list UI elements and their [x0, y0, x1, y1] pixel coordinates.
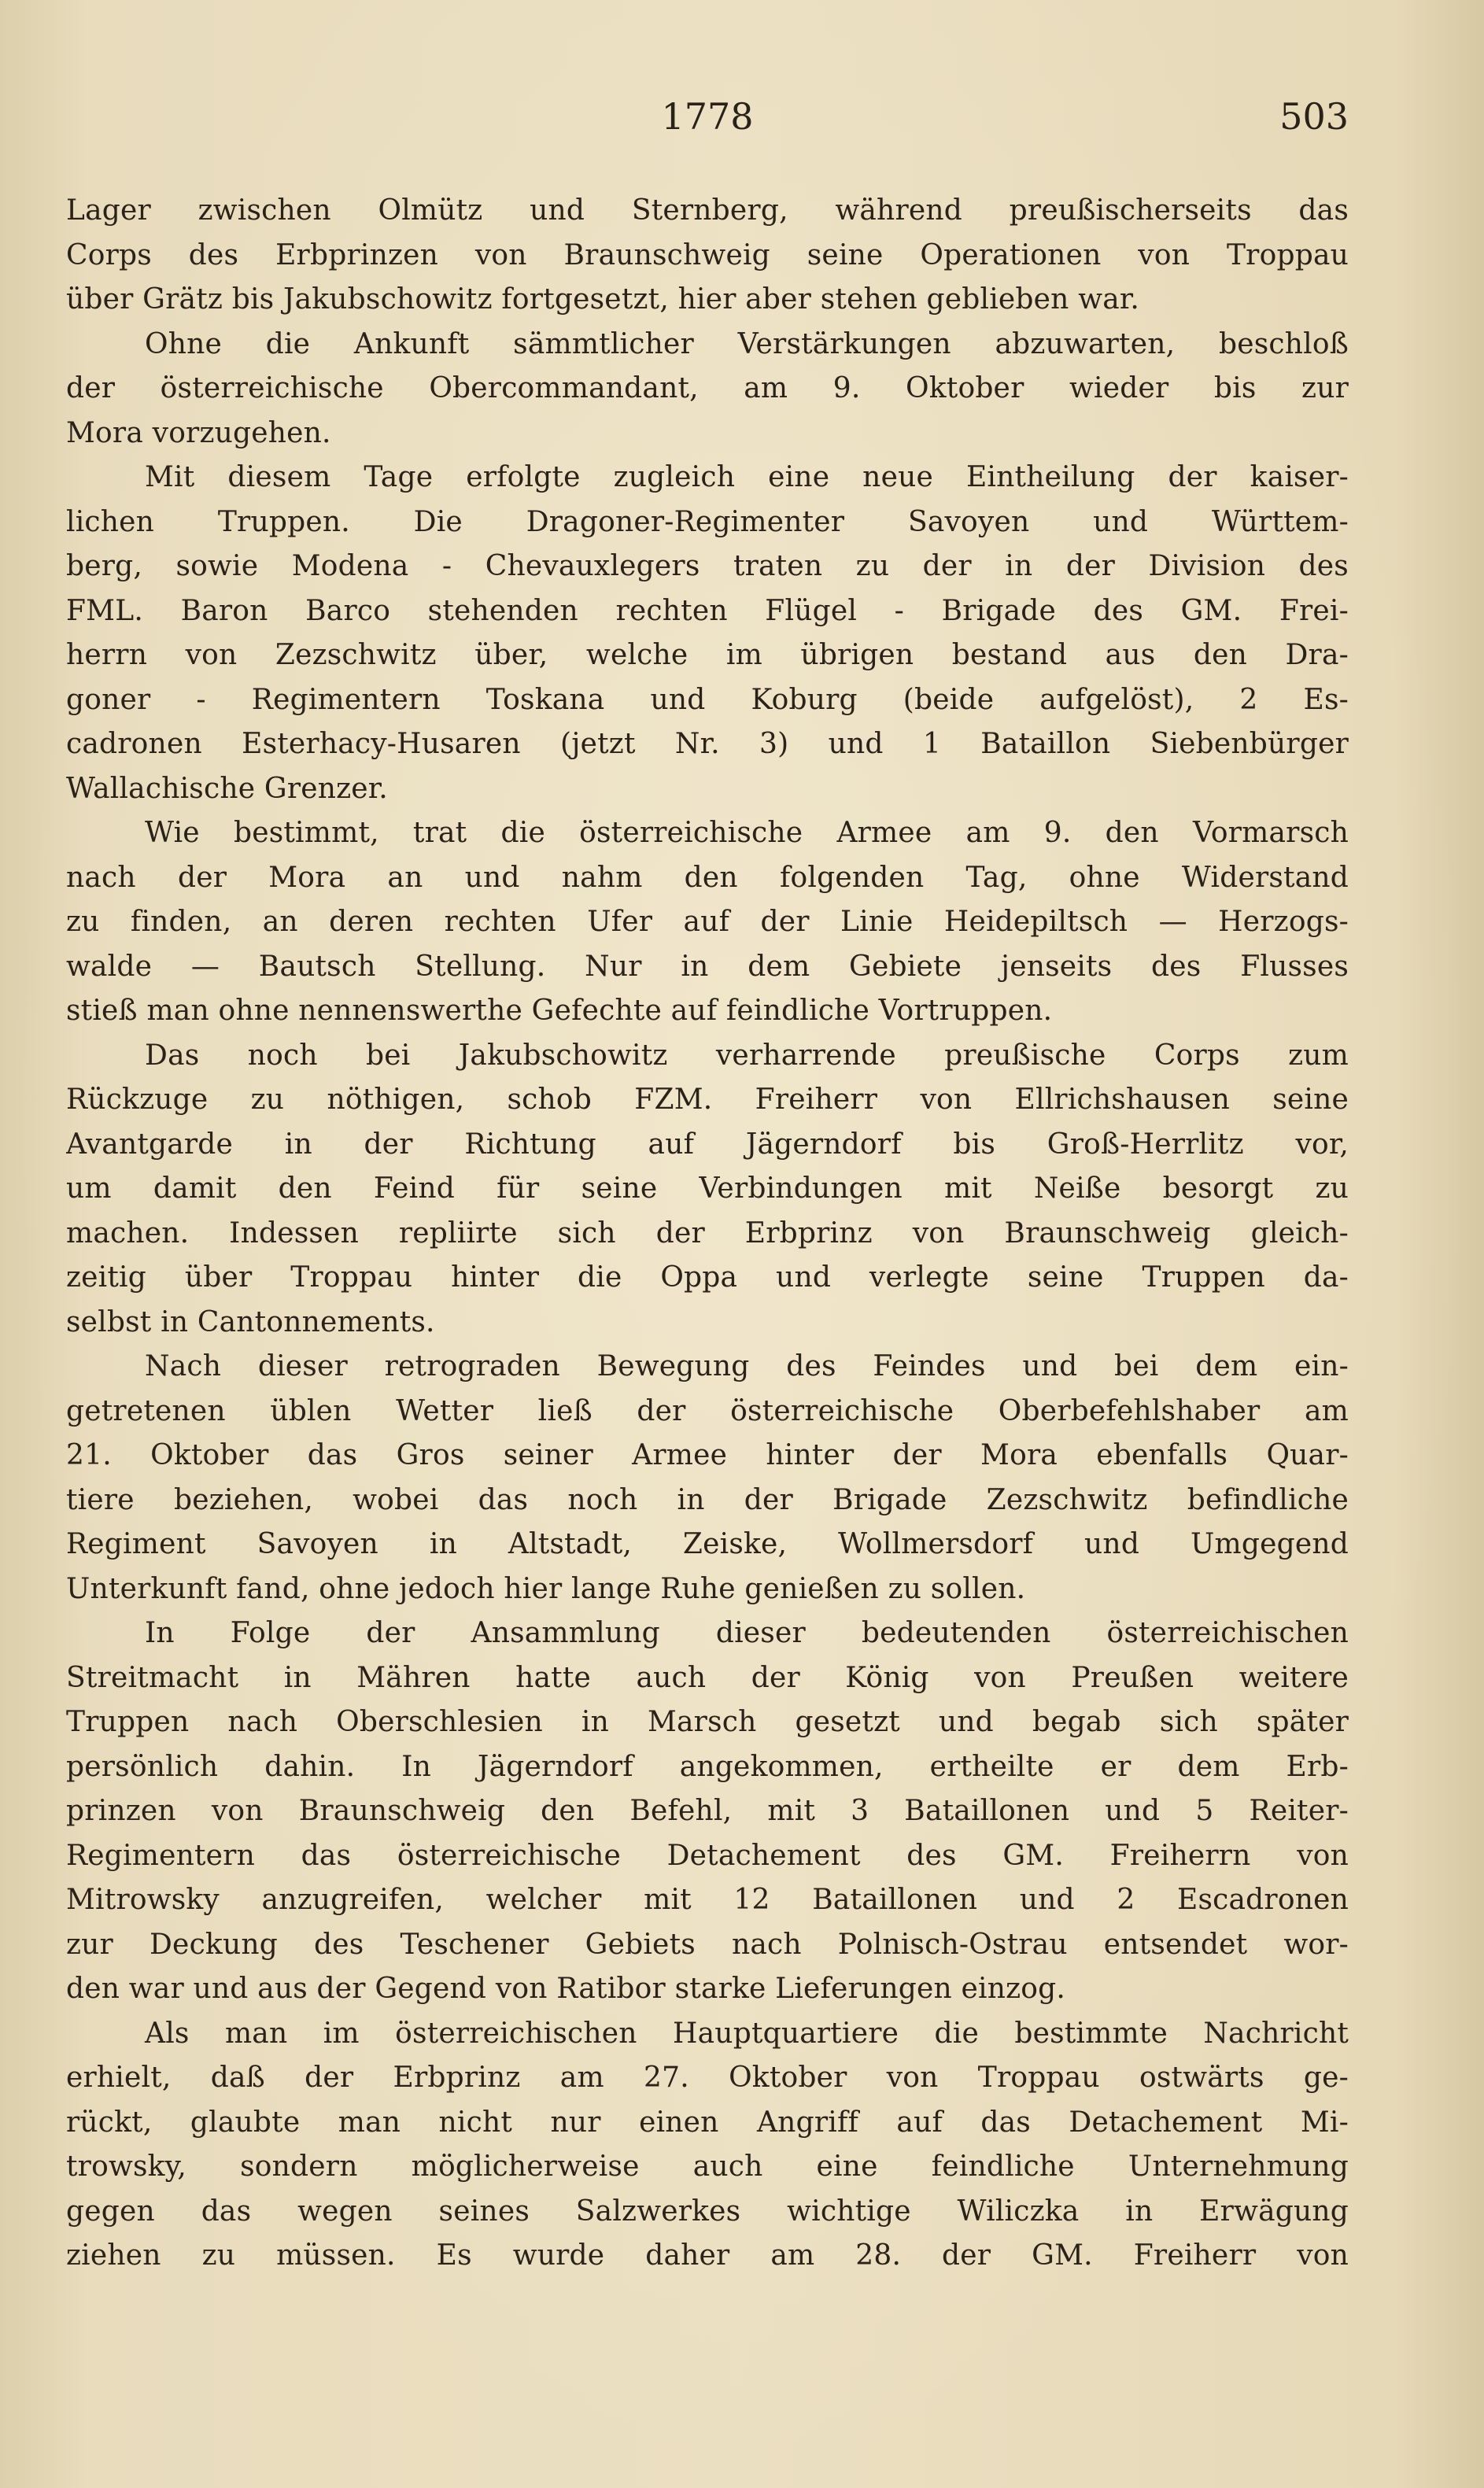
text-line: tiere beziehen, wobei das noch in der Brigade Zezschwitz befindliche	[66, 1483, 1349, 1516]
text-line: cadronen Esterhacy-Husaren (jetzt Nr. 3) und 1 Bataillon Siebenbürger	[66, 728, 1349, 760]
text-line: Regimentern das österreichische Detachement des GM. Freiherrn von	[66, 1839, 1349, 1872]
text-line: Lager zwischen Olmütz und Sternberg, während preußischerseits das	[66, 194, 1349, 227]
running-head-year: 1778	[661, 95, 754, 138]
text-line: walde — Bautsch Stellung. Nur in dem Gebiete jenseits des Flusses	[66, 950, 1349, 983]
page-number: 503	[1279, 95, 1349, 138]
text-line: getretenen üblen Wetter ließ der österreichische Oberbefehlshaber am	[66, 1394, 1349, 1427]
text-line: Mitrowsky anzugreifen, welcher mit 12 Bataillonen und 2 Escadronen	[66, 1884, 1349, 1916]
text-line: stieß man ohne nennenswerthe Gefechte auf feindliche Vortruppen.	[66, 995, 1053, 1027]
text-line: prinzen von Braunschweig den Befehl, mit 3 Bataillonen und 5 Reiter-	[66, 1795, 1349, 1827]
text-line: zu finden, an deren rechten Ufer auf der Linie Heidepiltsch — Herzogs-	[66, 906, 1349, 938]
body-text	[66, 189, 1349, 2279]
text-line: Nach dieser retrograden Bewegung des Feindes und bei dem ein-	[145, 1350, 1349, 1382]
text-line: Wie bestimmt, trat die österreichische Armee am 9. den Vormarsch	[145, 817, 1349, 849]
text-line: selbst in Cantonnements.	[66, 1305, 435, 1338]
text-line: Als man im österreichischen Hauptquartiere die bestimmte Nachricht	[145, 2017, 1349, 2050]
text-line: Avantgarde in der Richtung auf Jägerndorf bis Groß-Herrlitz vor,	[66, 1128, 1349, 1161]
text-line: Regiment Savoyen in Altstadt, Zeiske, Wollmersdorf und Umgegend	[66, 1528, 1349, 1560]
text-line: Corps des Erbprinzen von Braunschweig seine Operationen von Troppau	[66, 238, 1349, 271]
text-line: trowsky, sondern möglicherweise auch eine feindliche Unternehmung	[66, 2150, 1349, 2183]
text-line: lichen Truppen. Die Dragoner-Regimenter Savoyen und Württem-	[66, 505, 1349, 538]
text-line: Das noch bei Jakubschowitz verharrende preußische Corps zum	[145, 1039, 1349, 1072]
text-line: zeitig über Troppau hinter die Oppa und verlegte seine Truppen da-	[66, 1261, 1349, 1294]
text-line: der österreichische Obercommandant, am 9. Oktober wieder bis zur	[66, 372, 1349, 404]
text-line: Wallachische Grenzer.	[66, 772, 388, 805]
text-line: Streitmacht in Mähren hatte auch der König von Preußen weitere	[66, 1661, 1349, 1694]
text-line: FML. Baron Barco stehenden rechten Flügel - Brigade des GM. Frei-	[66, 594, 1349, 627]
text-line: In Folge der Ansammlung dieser bedeutenden österreichischen	[145, 1617, 1349, 1649]
text-line: gegen das wegen seines Salzwerkes wichtige Wiliczka in Erwägung	[66, 2195, 1349, 2228]
text-line: um damit den Feind für seine Verbindungen mit Neiße besorgt zu	[66, 1172, 1349, 1205]
text-line: rückt, glaubte man nicht nur einen Angriff auf das Detachement Mi-	[66, 2106, 1349, 2139]
text-line: den war und aus der Gegend von Ratibor starke Lieferungen einzog.	[66, 1973, 1066, 2005]
text-line: Ohne die Ankunft sämmtlicher Verstärkungen abzuwarten, beschloß	[145, 327, 1349, 360]
text-line: über Grätz bis Jakubschowitz fortgesetzt, hier aber stehen geblieben war.	[66, 283, 1139, 316]
text-line: Truppen nach Oberschlesien in Marsch gesetzt und begab sich später	[66, 1706, 1349, 1738]
text-line: erhielt, daß der Erbprinz am 27. Oktober von Troppau ostwärts ge-	[66, 2062, 1349, 2094]
page-header	[66, 93, 1349, 140]
text-line: berg, sowie Modena - Chevauxlegers traten zu der in der Division des	[66, 550, 1349, 582]
text-line: persönlich dahin. In Jägerndorf angekommen, ertheilte er dem Erb-	[66, 1750, 1349, 1783]
text-line: Rückzuge zu nöthigen, schob FZM. Freiherr von Ellrichshausen seine	[66, 1083, 1349, 1116]
text-line: Unterkunft fand, ohne jedoch hier lange Ruhe genießen zu sollen.	[66, 1572, 1026, 1605]
text-line: Mit diesem Tage erfolgte zugleich eine neue Eintheilung der kaiser-	[145, 461, 1349, 493]
text-line: zur Deckung des Teschener Gebiets nach Polnisch-Ostrau entsendet wor-	[66, 1928, 1349, 1961]
text-line: Mora vorzugehen.	[66, 416, 331, 449]
text-line: goner - Regimentern Toskana und Koburg (beide aufgelöst), 2 Es-	[66, 683, 1349, 716]
text-line: 21. Oktober das Gros seiner Armee hinter der Mora ebenfalls Quar-	[66, 1439, 1349, 1471]
text-line: nach der Mora an und nahm den folgenden Tag, ohne Widerstand	[66, 861, 1349, 894]
text-line: herrn von Zezschwitz über, welche im übrigen bestand aus den Dra-	[66, 639, 1349, 671]
text-line: ziehen zu müssen. Es wurde daher am 28. der GM. Freiherr von	[66, 2239, 1349, 2272]
text-line: machen. Indessen repliirte sich der Erbprinz von Braunschweig gleich-	[66, 1216, 1349, 1250]
